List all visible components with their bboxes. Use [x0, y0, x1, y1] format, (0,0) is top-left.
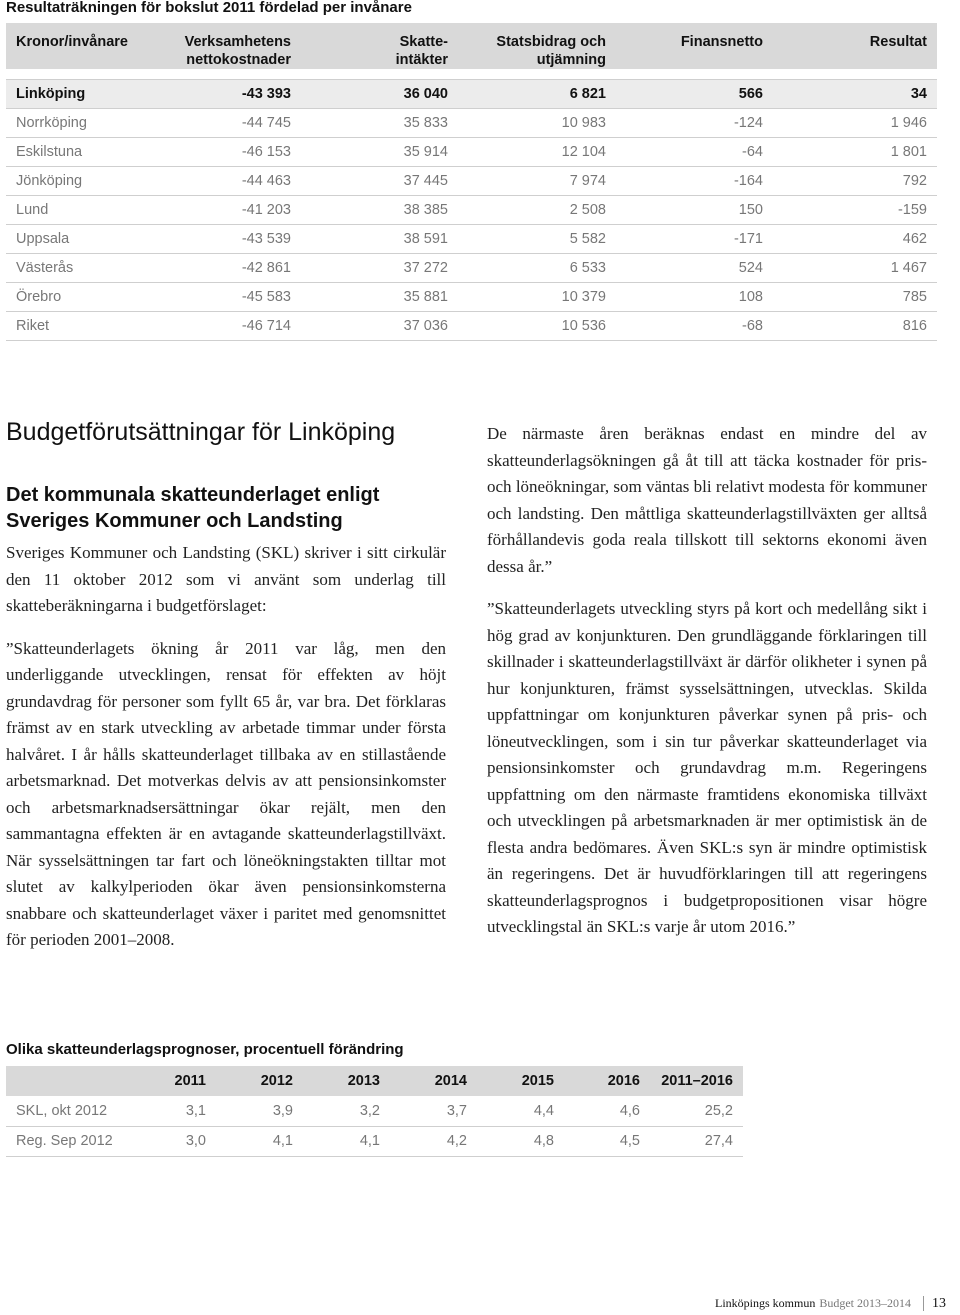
table-cell: 3,1 — [143, 1096, 216, 1126]
table-cell: 4,1 — [303, 1126, 390, 1156]
table-cell: 4,4 — [477, 1096, 564, 1126]
paragraph: De närmaste åren beräknas endast en mindre del av skatteunderlagsökningen gå åt till att täcka kostnader för pris- och löneökningar, som väntas bli relativt modesta för kommuner och landsting. Den måttliga skatteunderlagstillväxten ger alltså förhållandevis goda reala tillskott till sektorns ekonomi även dessa år.” — [487, 424, 927, 576]
table-cell: 6 821 — [458, 79, 616, 108]
table-cell: -159 — [773, 195, 937, 224]
table-cell: 37 036 — [301, 311, 458, 340]
table-cell: 566 — [616, 79, 773, 108]
table-cell: 150 — [616, 195, 773, 224]
column-header: 2011–2016 — [650, 1066, 743, 1096]
table-cell: 10 379 — [458, 282, 616, 311]
table-cell: 35 881 — [301, 282, 458, 311]
table-cell: 25,2 — [650, 1096, 743, 1126]
table-cell: 792 — [773, 166, 937, 195]
article-right-column — [487, 421, 927, 957]
table-row — [6, 166, 937, 195]
column-header — [6, 1066, 143, 1096]
table-cell: 4,2 — [390, 1126, 477, 1156]
forecast-table — [6, 1066, 743, 1157]
paragraph: ”Skatteunderlagets ökning år 2011 var låg, men den underliggande utvecklingen, rensat för effekten av höjt grundavdrag för personer som fyllt 65 år, var bra. Det förklaras främst av en stark utveckling av arbetade timmar under första halvåret. I år hålls skatteunderlaget tillbaka av en stillastående arbetsmarknad. Det motverkas delvis av att pensionsinkomster och arbetsmarknadsersättningar ökar rejält, men den sammantagna effekten är en avtagande skatteunderlagstillväxt. När sysselsättningen tar fart och löneökningstakten tilltar mot slutet av kalkylperioden ökar även pensionsinkomsterna snabbare och skatteunderlaget växer i paritet med genomsnittet för perioden 2001–2008. — [6, 638, 446, 949]
table-cell: 785 — [773, 282, 937, 311]
table-cell: -124 — [616, 108, 773, 137]
table-cell: 12 104 — [458, 137, 616, 166]
table-cell: 3,0 — [143, 1126, 216, 1156]
section-heading: Budgetförutsättningar för Linköping — [6, 418, 396, 446]
table-row — [6, 108, 937, 137]
table-cell: 35 914 — [301, 137, 458, 166]
table-title: Resultaträkningen för bokslut 2011 fördelad per invånare — [6, 0, 412, 16]
column-header: Skatte- intäkter — [301, 23, 458, 69]
column-header: Statsbidrag och utjämning — [458, 23, 616, 69]
table-cell: -164 — [616, 166, 773, 195]
table-cell: 816 — [773, 311, 937, 340]
table-cell: Linköping — [6, 79, 156, 108]
column-header: 2014 — [390, 1066, 477, 1096]
table-cell: 4,8 — [477, 1126, 564, 1156]
table-cell: -171 — [616, 224, 773, 253]
table-row — [6, 195, 937, 224]
table-cell: -41 203 — [156, 195, 301, 224]
table-header-row — [6, 1066, 743, 1096]
table-row — [6, 253, 937, 282]
table-cell: 37 272 — [301, 253, 458, 282]
column-header: 2012 — [216, 1066, 303, 1096]
table-cell: 5 582 — [458, 224, 616, 253]
table-cell: 34 — [773, 79, 937, 108]
paragraph: ”Skatteunderlagets utveckling styrs på kort och medellång sikt i hög grad av konjunkturen. Den grundläggande förklaringen till skillnader i skatteunderlagstillväxt är därför olikheter i synen på hur konjunkturen, främst sysselsättningen, utvecklas. Skilda uppfattningar om konjunkturen påverkar synen på pris- och löneutvecklingen, som i sin tur påverkar skatteunderlaget via pensionsinkomster och grundavdrag m.m. Regeringens uppfattning om den närmaste framtidens ekonomiska tillväxt och utvecklingen på arbetsmarknaden är mer optimistisk än de flesta andra bedömares. Även SKL:s syn är mindre optimistisk än regeringens. Det är huvudförklaringen till att regeringens skatteunderlagsprognos i budgetpropositionen visar högre utvecklingstal än SKL:s varje år utom 2016.” — [487, 599, 927, 936]
table-cell: 27,4 — [650, 1126, 743, 1156]
table-cell: 1 801 — [773, 137, 937, 166]
table-cell: 35 833 — [301, 108, 458, 137]
table-cell: -68 — [616, 311, 773, 340]
column-header: Finansnetto — [616, 23, 773, 69]
table-cell: 7 974 — [458, 166, 616, 195]
table-row — [6, 1126, 743, 1156]
table-row — [6, 224, 937, 253]
footer-doc-title: Budget 2013–2014 — [819, 1296, 911, 1310]
table-cell: -43 393 — [156, 79, 301, 108]
table-cell: -46 153 — [156, 137, 301, 166]
table-cell: 6 533 — [458, 253, 616, 282]
table-cell: 4,5 — [564, 1126, 650, 1156]
table-cell: -46 714 — [156, 311, 301, 340]
table-cell: Reg. Sep 2012 — [6, 1126, 143, 1156]
results-table — [6, 23, 937, 341]
paragraph: Sveriges Kommuner och Landsting (SKL) skriver i sitt cirkulär den 11 oktober 2012 som vi använt som underlag till skatteberäkningarna i budgetförslaget: — [6, 543, 446, 615]
column-header: 2015 — [477, 1066, 564, 1096]
table-cell: Riket — [6, 311, 156, 340]
table-row — [6, 79, 937, 108]
table-cell: -44 463 — [156, 166, 301, 195]
table-cell: -64 — [616, 137, 773, 166]
table-cell: 108 — [616, 282, 773, 311]
table-cell: Västerås — [6, 253, 156, 282]
table-cell: 36 040 — [301, 79, 458, 108]
table-row — [6, 137, 937, 166]
column-header: 2016 — [564, 1066, 650, 1096]
table-cell: SKL, okt 2012 — [6, 1096, 143, 1126]
table-cell: 4,6 — [564, 1096, 650, 1126]
table-header-row — [6, 23, 937, 69]
table-cell: Örebro — [6, 282, 156, 311]
table-cell: 10 536 — [458, 311, 616, 340]
table-cell: 4,1 — [216, 1126, 303, 1156]
table-row — [6, 311, 937, 340]
page-footer — [715, 1296, 946, 1312]
table-cell: 37 445 — [301, 166, 458, 195]
table-row — [6, 282, 937, 311]
table-cell: 38 385 — [301, 195, 458, 224]
table-cell: 10 983 — [458, 108, 616, 137]
table-cell: 3,2 — [303, 1096, 390, 1126]
table-cell: 3,7 — [390, 1096, 477, 1126]
table-cell: 2 508 — [458, 195, 616, 224]
column-header: Resultat — [773, 23, 937, 69]
column-header: 2011 — [143, 1066, 216, 1096]
column-header: Kronor/invånare — [6, 23, 156, 69]
table-cell: 1 946 — [773, 108, 937, 137]
article-left-column — [6, 415, 446, 970]
table-cell: Eskilstuna — [6, 137, 156, 166]
table-cell: Lund — [6, 195, 156, 224]
subheading: Det kommunala skatteunderlaget enligt Sveriges Kommuner och Landsting — [6, 484, 380, 532]
footer-org: Linköpings kommun — [714, 1296, 816, 1310]
table-cell: Jönköping — [6, 166, 156, 195]
table-cell: Uppsala — [6, 224, 156, 253]
table-cell: 38 591 — [301, 224, 458, 253]
table-row — [6, 1096, 743, 1126]
table-cell: 462 — [773, 224, 937, 253]
table-cell: 524 — [616, 253, 773, 282]
table-cell: -44 745 — [156, 108, 301, 137]
table-cell: -42 861 — [156, 253, 301, 282]
table-cell: 3,9 — [216, 1096, 303, 1126]
table-cell: 1 467 — [773, 253, 937, 282]
page-number: 13 — [923, 1296, 946, 1311]
column-header: 2013 — [303, 1066, 390, 1096]
column-header: Verksamhetens nettokostnader — [156, 23, 301, 69]
table-cell: -43 539 — [156, 224, 301, 253]
table-cell: -45 583 — [156, 282, 301, 311]
table-cell: Norrköping — [6, 108, 156, 137]
table-title: Olika skatteunderlagsprognoser, procentuell förändring — [6, 1041, 404, 1058]
